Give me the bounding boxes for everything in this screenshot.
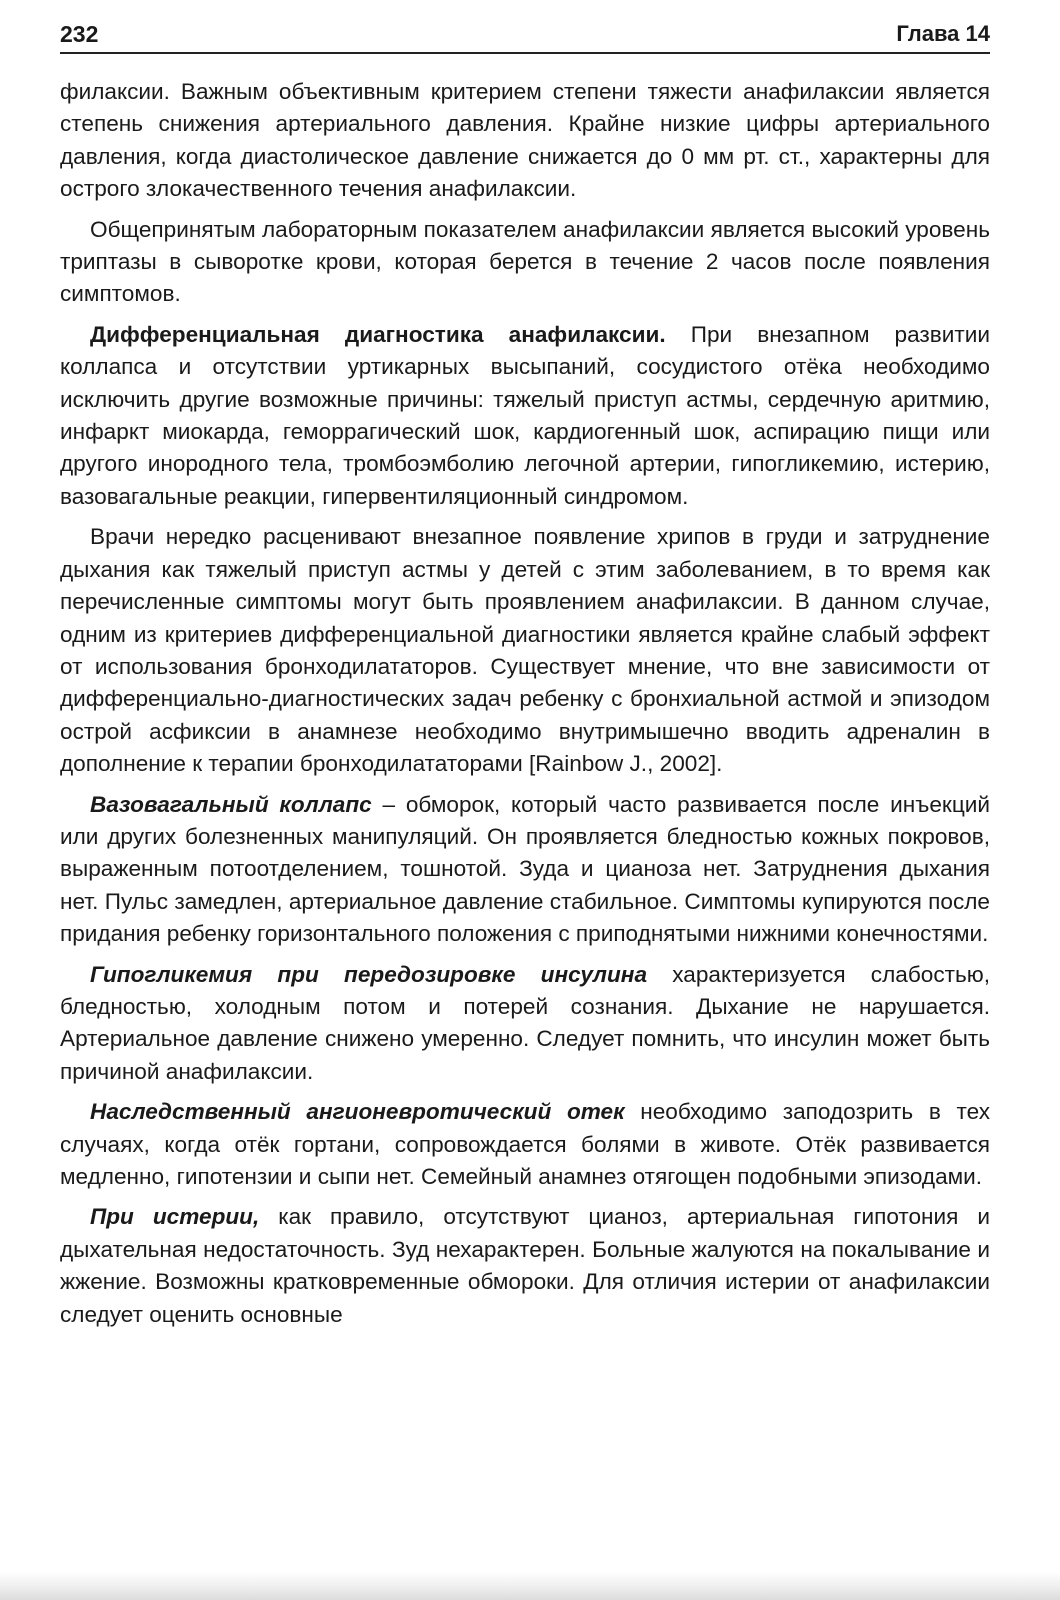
paragraph-hypoglycemia [60, 959, 990, 1089]
paragraph-text: филаксии. Важным объективным критерием степени тяжести анафилаксии является степень снижения артериального давления. Крайне низкие цифры артериального давления, когда диастолическое давление снижается до 0 мм рт. ст., характерны для острого злокачественного течения анафилаксии. [60, 79, 990, 202]
term-heading: Вазовагальный коллапс [90, 791, 372, 817]
term-heading: При истерии, [90, 1204, 260, 1230]
paragraph-text: характеризуется слабостью, бледностью, холодным потом и потерей сознания. Дыхание не нарушается. Артериальное давление снижено умеренно. Следует помнить, что инсулин может быть причиной анафилаксии. [60, 961, 990, 1084]
term-heading: Наследственный ангионевротический отек [90, 1099, 625, 1125]
running-head [60, 20, 990, 54]
paragraph-text: Общепринятым лабораторным показателем анафилаксии является высокий уровень триптазы в сыворотке крови, которая берется в течение 2 часов после появления симптомов. [60, 216, 990, 307]
paragraph-text: – обморок, который часто развивается после инъекций или других болезненных манипуляций. Он проявляется бледностью кожных покровов, выраженным потоотделением, тошнотой. Зуда и цианоза нет. Затруднения дыхания нет. Пульс замедлен, артериальное давление стабильное. Симптомы купируются после придания ребенку горизонтального положения с приподнятыми нижними конечностями. [60, 791, 990, 947]
paragraph-tryptase [60, 214, 990, 311]
paragraph-text: Врачи нередко расценивают внезапное появление хрипов в груди и затруднение дыхания как тяжелый приступ астмы у детей с этим заболеванием, в то время как перечисленные симптомы могут быть проявлением анафилаксии. В данном случае, одним из критериев дифференциальной диагностики является крайне слабый эффект от использования бронходилататоров. Существует мнение, что вне зависимости от дифференциально-диагностических задач ребенку с бронхиальной астмой и эпизодом острой асфиксии в анамнезе необходимо внутримышечно вводить адреналин в дополнение к терапии бронходилататорами [Rainbow J., 2002]. [60, 524, 990, 777]
book-page [60, 20, 990, 1339]
page-number: 232 [60, 21, 99, 47]
paragraph-asthma [60, 521, 990, 780]
paragraph-vasovagal [60, 789, 990, 951]
chapter-title: Глава 14 [896, 21, 990, 46]
paragraph-text: необходимо заподозрить в тех случаях, когда отёк гортани, сопровождается болями в животе. Отёк развивается медленно, гипотензии и сыпи нет. Семейный анамнез отягощен подобными эпизодами. [60, 1099, 990, 1189]
body-text [60, 76, 990, 1331]
paragraph-hereditary-angioedema [60, 1096, 990, 1193]
paragraph-text: При внезапном развитии коллапса и отсутствии уртикарных высыпаний, сосудистого отёка необходимо исключить другие возможные причины: тяжелый приступ астмы, сердечную аритмию, инфаркт миокарда, геморрагический шок, кардиогенный шок, аспирацию пищи или другого инородного тела, тромбоэмболию легочной артерии, гипогликемию, истерию, вазовагальные реакции, гипервентиляционный синдромом. [60, 321, 990, 509]
term-heading: Гипогликемия при передозировке инсулина [90, 961, 648, 987]
paragraph-continuation [60, 76, 990, 206]
paragraph-hysteria [60, 1201, 990, 1331]
paragraph-text: как правило, отсутствуют цианоз, артериальная гипотония и дыхательная недостаточность. Зуд нехарактерен. Больные жалуются на покалывание и жжение. Возможны кратковременные обмороки. Для отличия истерии от анафилаксии следует оценить основные [60, 1204, 990, 1327]
section-heading-inline: Дифференциальная диагностика анафилаксии. [90, 321, 666, 347]
paragraph-differential-diagnosis [60, 319, 990, 513]
scan-bottom-edge [0, 1572, 1060, 1600]
